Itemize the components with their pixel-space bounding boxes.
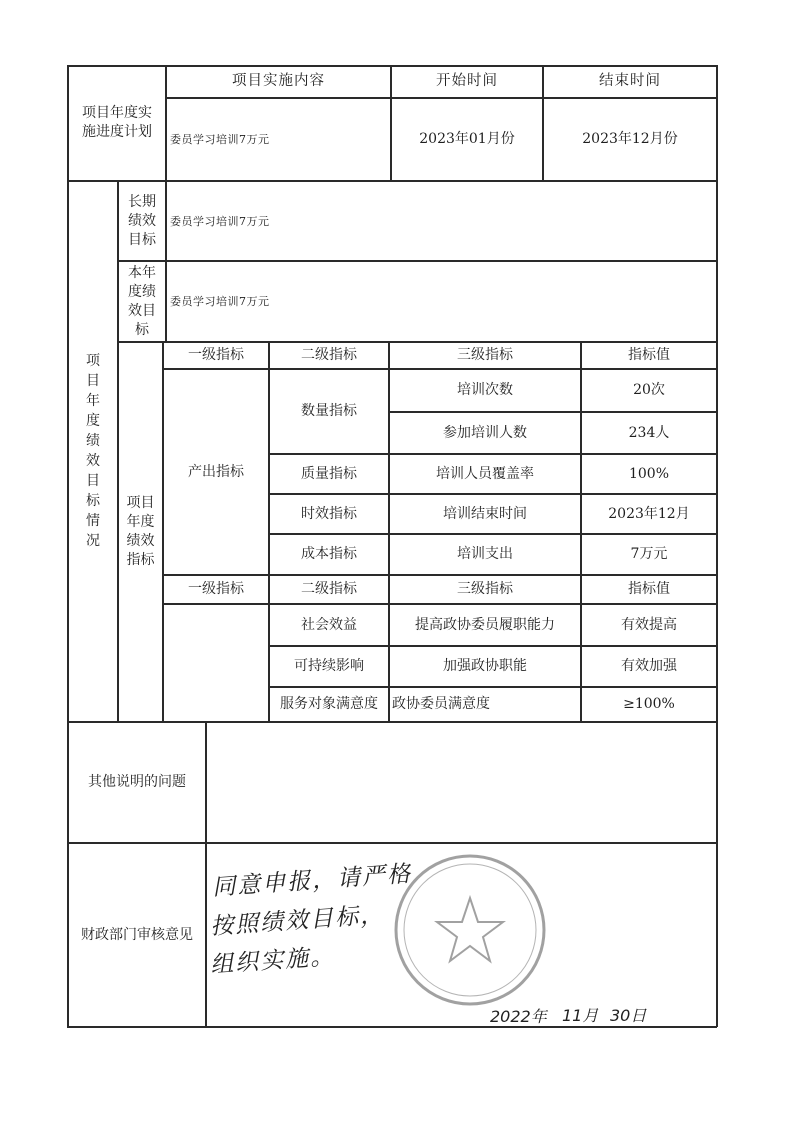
output-indicator-group: 产出指标 — [188, 463, 244, 480]
table-row-indicator: 政协委员满意度 — [392, 696, 490, 712]
header-level3: 三级指标 — [457, 346, 513, 363]
table-row-indicator: 参加培训人数 — [443, 424, 527, 441]
header-value: 指标值 — [628, 346, 670, 363]
table-row-level2: 社会效益 — [301, 616, 357, 633]
long-term-goal-label: 长期 绩效 目标 — [128, 193, 156, 248]
table-row-value: ≥100% — [623, 696, 675, 712]
table-row-indicator: 培训结束时间 — [443, 505, 527, 522]
official-seal-stamp — [390, 850, 550, 1010]
annual-goal-label: 本年 度绩 效目 标 — [128, 264, 156, 338]
header-level1-repeat: 一级指标 — [188, 581, 244, 597]
long-term-goal-value: 委员学习培训7万元 — [170, 214, 270, 228]
outer-border-right — [716, 65, 718, 1027]
outer-border-bottom — [67, 1026, 717, 1028]
review-date-day: 30日 — [610, 1006, 647, 1025]
table-row-indicator: 提高政协委员履职能力 — [415, 616, 555, 633]
other-notes-content — [207, 723, 716, 842]
review-date-year: 2022年 — [490, 1007, 547, 1026]
goals-section-label: 项 目 年 度 绩 效 目 标 情 况 — [86, 353, 100, 549]
header-level2: 二级指标 — [301, 346, 357, 363]
annual-goal-value: 委员学习培训7万元 — [170, 295, 270, 308]
table-row-level2: 服务对象满意度 — [280, 696, 378, 712]
handwritten-opinion-line-1: 同意申报，请严格 — [211, 861, 413, 901]
other-notes-label: 其他说明的问题 — [88, 774, 186, 790]
table-row-indicator: 加强政协职能 — [443, 658, 527, 674]
plan-start-header: 开始时间 — [436, 73, 498, 89]
table-row-value: 20次 — [633, 382, 665, 398]
plan-end-header: 结束时间 — [599, 73, 661, 89]
table-row-value: 7万元 — [630, 546, 668, 562]
quantity-indicator: 数量指标 — [301, 403, 357, 419]
review-date-month: 11月 — [562, 1006, 599, 1025]
table-row-value: 2023年12月 — [608, 505, 690, 522]
handwritten-opinion-line-3: 组织实施。 — [209, 943, 336, 979]
finance-review-label: 财政部门审核意见 — [81, 926, 193, 943]
plan-content-header: 项目实施内容 — [232, 73, 325, 89]
table-row-value: 100% — [628, 465, 670, 482]
handwritten-opinion-line-2: 按照绩效目标， — [209, 901, 386, 941]
table-row-value: 234人 — [628, 424, 670, 441]
table-row-level2: 时效指标 — [301, 505, 357, 522]
header-level2-repeat: 二级指标 — [301, 581, 357, 597]
plan-content-value: 委员学习培训7万元 — [170, 132, 270, 146]
plan-end-value: 2023年12月份 — [582, 130, 678, 147]
table-row-indicator: 培训人员覆盖率 — [436, 465, 534, 482]
table-row-indicator: 培训支出 — [457, 546, 513, 562]
table-row-level2: 成本指标 — [301, 546, 357, 562]
table-row-level2: 质量指标 — [301, 465, 357, 482]
table-row-value: 有效加强 — [621, 658, 677, 674]
header-value-repeat: 指标值 — [628, 581, 670, 597]
table-row-indicator: 培训次数 — [457, 382, 513, 398]
indicator-section-label: 项目 年度 绩效 指标 — [126, 494, 155, 568]
header-level3-repeat: 三级指标 — [457, 581, 513, 597]
table-row-level2: 可持续影响 — [294, 658, 364, 674]
plan-start-value: 2023年01月份 — [419, 130, 515, 147]
header-level1: 一级指标 — [188, 346, 244, 363]
table-row-value: 有效提高 — [621, 616, 677, 633]
plan-section-label: 项目年度实 施进度计划 — [82, 105, 152, 140]
